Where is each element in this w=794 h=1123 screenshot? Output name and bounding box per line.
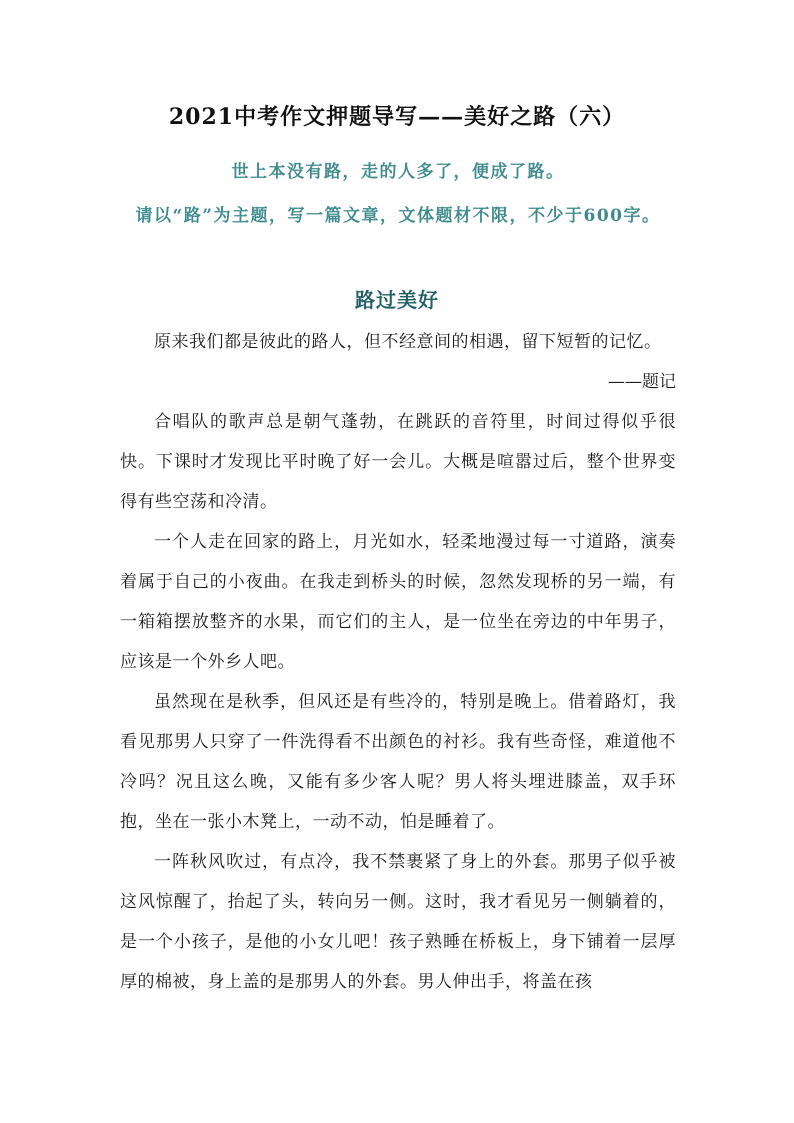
prompt-line-1: 世上本没有路，走的人多了，便成了路。	[231, 162, 565, 182]
epigraph: 原来我们都是彼此的路人，但不经意间的相遇，留下短暂的记忆。	[154, 332, 662, 352]
prompt-line-2: 请以“路”为主题，写一篇文章，文体题材不限，不少于600字。	[135, 206, 661, 226]
paragraph: 虽然现在是秋季，但风还是有些冷的，特别是晚上。借着路灯，我看见那男人只穿了一件洗得看不出颜色的衬衫。我有些奇怪，难道他不冷吗？况且这么晚，又能有多少客人呢？男人将头埋进膝盖，双手环抱，坐在一张小木凳上，一动不动，怕是睡着了。	[120, 692, 676, 832]
paragraph: 合唱队的歌声总是朝气蓬勃，在跳跃的音符里，时间过得似乎很快。下课时才发现比平时晚了好一会儿。大概是喧嚣过后，整个世界变得有些空荡和冷清。	[120, 412, 676, 512]
epigraph-signature: ——题记	[608, 372, 676, 392]
paragraph: 一个人走在回家的路上，月光如水，轻柔地漫过每一寸道路，演奏着属于自己的小夜曲。在我走到桥头的时候，忽然发现桥的另一端，有一箱箱摆放整齐的水果，而它们的主人，是一位坐在旁边的中年男子，应该是一个外乡人吧。	[120, 532, 676, 672]
document-title: 2021中考作文押题导写——美好之路（六）	[168, 104, 626, 130]
essay-title: 路过美好	[355, 288, 439, 312]
paragraph: 一阵秋风吹过，有点冷，我不禁裹紧了身上的外套。那男子似乎被这风惊醒了，抬起了头，转向另一侧。这时，我才看见另一侧躺着的，是一个小孩子，是他的小女儿吧！孩子熟睡在桥板上，身下铺着一层厚厚的棉被，身上盖的是那男人的外套。男人伸出手，将盖在孩	[120, 852, 676, 992]
